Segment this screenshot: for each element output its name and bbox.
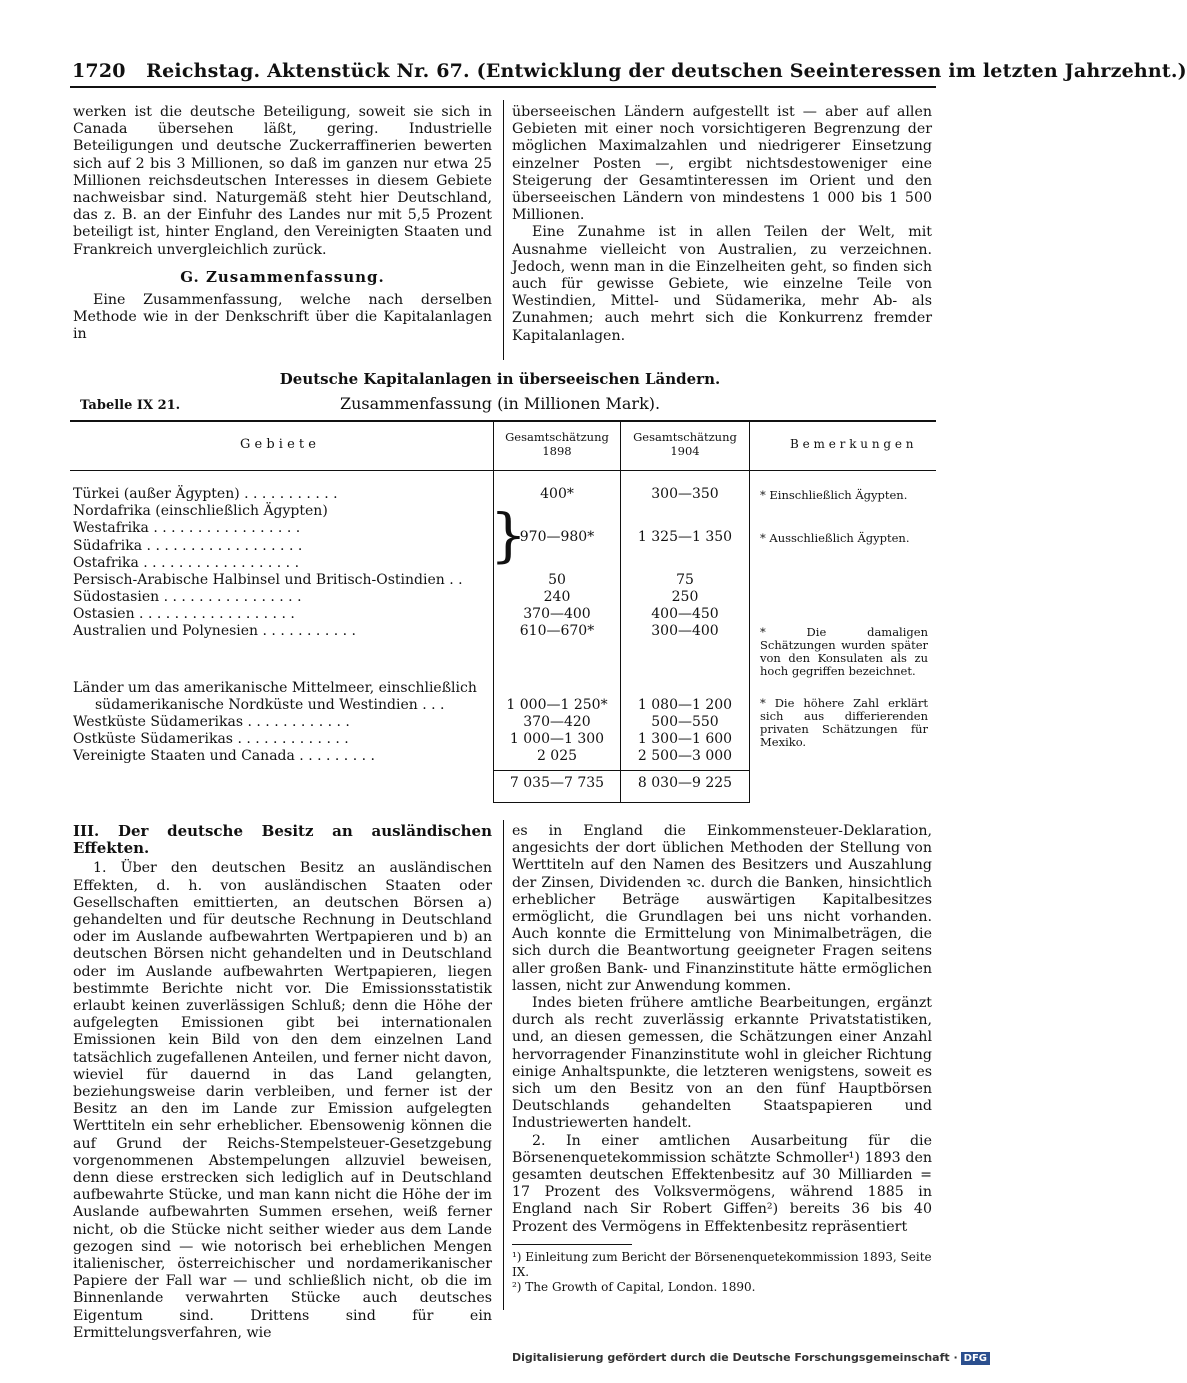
table-cell-1898: 610—670* — [519, 623, 595, 639]
footnote: ²) The Growth of Capital, London. 1890. — [512, 1280, 756, 1294]
table-row-region: südamerikanische Nordküste und Westindien . . . — [95, 697, 445, 713]
table-label: Tabelle IX 21. — [80, 398, 181, 413]
table-note: * Die damaligen Schätzungen wurden später von den Konsulaten als zu hoch gegriffen bezeichnet. — [760, 625, 928, 678]
header-rule — [70, 86, 936, 88]
footnotes — [512, 1250, 932, 1295]
table-cell-1898: 1 000—1 300 — [509, 731, 605, 747]
dfg-logo: DFG — [961, 1352, 990, 1365]
table-cell-1904: 500—550 — [651, 714, 719, 730]
column-divider — [503, 820, 504, 1310]
table-cell-1904: 2 500—3 000 — [637, 748, 733, 764]
table-row-region: Südostasien . . . . . . . . . . . . . . . . — [73, 589, 302, 605]
table-row-region: Länder um das amerikanische Mittelmeer, einschließlich — [73, 680, 477, 696]
table-cell-1904: 75 — [676, 572, 694, 588]
bottom-right-column — [512, 823, 932, 1236]
table-row-region: Vereinigte Staaten und Canada . . . . . . . . . — [73, 748, 375, 764]
table-row-region: Ostküste Südamerikas . . . . . . . . . . . . . — [73, 731, 349, 747]
table-row-region: Nordafrika (einschließlich Ägypten) — [73, 503, 328, 519]
table-note: * Ausschließlich Ägypten. — [760, 531, 910, 545]
table-note: * Einschließlich Ägypten. — [760, 488, 908, 502]
table-total-1898: 7 035—7 735 — [509, 775, 605, 791]
table-total-1904: 8 030—9 225 — [637, 775, 733, 791]
credit-text: Digitalisierung gefördert durch die Deutsche Forschungsgemeinschaft · — [511, 1351, 958, 1364]
table-cell-1898: 370—400 — [523, 606, 591, 622]
paragraph: 2. In einer amtlichen Ausarbeitung für die Börsenenquetekommission schätzte Schmoller¹) 1893 den gesamten deutschen Effektenbesitz auf 30 Milliarden = 17 Prozent des Volksvermögens, während 1885 in England nach Sir Robert Giffen²) bereits 36 bis 40 Prozent des Vermögens in Effektenbesitz repräsentiert — [512, 1132, 932, 1235]
table-cell-1898: 1 000—1 250* — [506, 697, 608, 713]
section-heading: III. Der deutsche Besitz an ausländischen Effekten. — [73, 822, 492, 858]
table-cell-1904: 300—350 — [651, 486, 719, 502]
brace: } — [490, 501, 527, 569]
table-row-region: Türkei (außer Ägypten) . . . . . . . . . . . — [73, 486, 338, 502]
paragraph: 1. Über den deutschen Besitz an ausländischen Effekten, d. h. von ausländischen Staaten oder Gesellschaften emittierten, an deutschen Börsen a) gehandelten und für deutsche Rechnung in Deutschland oder im Auslande aufbewahrten Wertpapieren und b) an deutschen Börsen nicht gehandelten und in Deutschland oder im Auslande aufbewahrten Wertpapieren, liegen bestimmte Berichte nicht vor. Die Emissionsstatistik erlaubt keinen zuverlässigen Schluß; denn die Höhe der aufgelegten Emissionen gibt bei internationalen Emissionen kein Bild von den dem einzelnen Land tatsächlich zugefallenen Anteilen, und ferner nicht davon, wieviel für dauernd in das Land gelangten, beziehungsweise darin verbleiben, und ferner ist der Besitz an den im Lande zur Emission aufgelegten Werttiteln ein sehr erheblicher. Ebensowenig können die auf Grund der Reichs-Stempelsteuer-Gesetzgebung vorgenommenen Abstempelungen allzuviel beweisen, denn diese erstrecken sich lediglich auf in Deutschland aufbewahrte Stücke, und man kann nicht die Höhe der im Auslande aufbewahrten Summen ersehen, weiß ferner nicht, ob die Stücke nicht seither wieder aus dem Lande gezogen sind — wie notorisch bei erheblichen Mengen italienischer, österreichischer und nordamerikanischer Papiere der Fall war — und schließlich nicht, ob die im Binnenlande verwahrten Stücke auch deutsches Eigentum sind. Drittens sind für ein Ermittelungsverfahren, wie — [73, 860, 492, 1341]
header-bemerkungen: B e m e r k u n g e n — [790, 437, 914, 451]
paragraph: Indes bieten frühere amtliche Bearbeitungen, ergänzt durch als recht zuverlässig erkannte Privatstatistiken, und, an diesen gemessen, die Schätzungen einer Anzahl hervorragender Finanzinstitute wohl in gleicher Richtung einige Anhaltspunkte, die letzteren wenigstens, soweit es sich um den Besitz von an den fünf Hauptbörsen Deutschlands gehandelten Staatspapieren und Industriewerten handelt. — [512, 995, 932, 1132]
table-cell-1904: 250 — [671, 589, 699, 605]
table-row-region: Westküste Südamerikas . . . . . . . . . . . . — [73, 714, 350, 730]
paragraph: Eine Zunahme ist in allen Teilen der Welt, mit Ausnahme vielleicht von Australien, zu verzeichnen. Jedoch, wenn man in die Einzelheiten geht, so finden sich auch für gewisse Gebiete, wie einzelne Teile von Westindien, Mittel- und Südamerika, mehr Ab- als Zunahmen; auch mehrt sich die Konkurrenz fremder Kapitalanlagen. — [512, 224, 932, 344]
table-bottom-rule — [493, 802, 749, 803]
digitization-credit — [512, 1351, 990, 1365]
page-number: 1720 — [72, 60, 126, 82]
table-header-rule — [70, 470, 936, 471]
table-cell-1898: 370—420 — [523, 714, 591, 730]
paragraph: überseeischen Ländern aufgestellt ist — aber auf allen Gebieten mit einer noch vorsichtigeren Begrenzung der möglichen Maximalzahlen und niedrigerer Einsetzung einzelner Posten —, ergibt nichtsdestoweniger eine Steigerung der Gesamtinteressen im Orient und den überseeischen Ländern von mindestens 1 000 bis 1 500 Millionen. — [512, 104, 932, 224]
table-cell-1898: 240 — [543, 589, 571, 605]
table-cell-1904: 1 300—1 600 — [637, 731, 733, 747]
page-header — [72, 60, 1187, 82]
table-col-line — [493, 421, 494, 803]
paragraph: Eine Zusammenfassung, welche nach derselben Methode wie in der Denkschrift über die Kapitalanlagen in — [73, 292, 492, 343]
table-col-line — [620, 421, 621, 803]
footnote: ¹) Einleitung zum Bericht der Börsenenquetekommission 1893, Seite IX. — [512, 1250, 932, 1279]
table-cell-1898: 2 025 — [536, 748, 578, 764]
table-cell-1904: 300—400 — [651, 623, 719, 639]
table-row-region: Australien und Polynesien . . . . . . . . . . . — [73, 623, 356, 639]
table-col-line — [749, 421, 750, 803]
totals-rule — [493, 770, 749, 771]
header-gebiete: G e b i e t e — [240, 437, 316, 452]
header-1898: Gesamtschätzung 1898 — [505, 430, 609, 458]
table-title: Deutsche Kapitalanlagen in überseeischen Ländern. — [279, 370, 721, 388]
table-row-region: Ostasien . . . . . . . . . . . . . . . . . . — [73, 606, 295, 622]
table-cell-1904: 1 080—1 200 — [637, 697, 733, 713]
table-row-region: Westafrika . . . . . . . . . . . . . . . . . — [73, 520, 301, 536]
header-1904: Gesamtschätzung 1904 — [633, 430, 737, 458]
paragraph: es in England die Einkommensteuer-Deklaration, angesichts der dort üblichen Methoden der Stellung von Werttiteln auf den Namen des Besitzers und Auszahlung der Zinsen, Dividenden ꝛc. durch die Banken, hinsichtlich erheblicher Beträge auswärtigen Kapitalbesitzes ermöglicht, die Grundlagen bei uns nicht vorhanden. Auch konnte die Ermittelung von Minimalbeträgen, die sich durch die Beantwortung geeigneter Fragen seitens aller großen Bank- und Finanzinstitute hätte ermöglichen lassen, nicht zur Anwendung kommen. — [512, 823, 932, 994]
table-note: * Die höhere Zahl erklärt sich aus differierenden privaten Schätzungen für Mexiko. — [760, 696, 928, 749]
paragraph: werken ist die deutsche Beteiligung, soweit sie sich in Canada übersehen läßt, gering. Industrielle Beteiligungen und deutsche Zuckerraffinerien bewerten sich auf 2 bis 3 Millionen, so daß im ganzen nur etwa 25 Millionen reichsdeutschen Interesses in diesem Gebiete nachweisbar sind. Naturgemäß steht hier Deutschland, das z. B. an der Einfuhr des Landes nur mit 5,5 Prozent beteiligt ist, hinter England, den Vereinigten Staaten und Frankreich unvergleichlich zurück. — [73, 104, 492, 258]
table-cell-1898: 970—980* — [519, 529, 595, 545]
column-divider — [503, 100, 504, 360]
table-row-region: Persisch-Arabische Halbinsel und Britisch-Ostindien . . — [73, 572, 463, 588]
table-cell-1904: 400—450 — [651, 606, 719, 622]
table-cell-1898: 50 — [548, 572, 566, 588]
page-title: Reichstag. Aktenstück Nr. 67. (Entwicklung der deutschen Seeinteressen im letzten Jahrzehnt.) — [146, 60, 1187, 82]
section-heading: G. Zusammenfassung. — [180, 267, 385, 286]
top-right-column — [512, 104, 932, 345]
top-left-column — [73, 104, 492, 344]
table-row-region: Ostafrika . . . . . . . . . . . . . . . . . . — [73, 555, 300, 571]
table-subtitle: Zusammenfassung (in Millionen Mark). — [340, 394, 661, 413]
table-cell-1898: 400* — [540, 486, 574, 502]
footnote-rule — [512, 1244, 632, 1245]
bottom-left-column — [73, 823, 492, 1342]
table-cell-1904: 1 325—1 350 — [637, 529, 733, 545]
table-row-region: Südafrika . . . . . . . . . . . . . . . . . . — [73, 538, 303, 554]
table-top-rule — [70, 420, 936, 422]
